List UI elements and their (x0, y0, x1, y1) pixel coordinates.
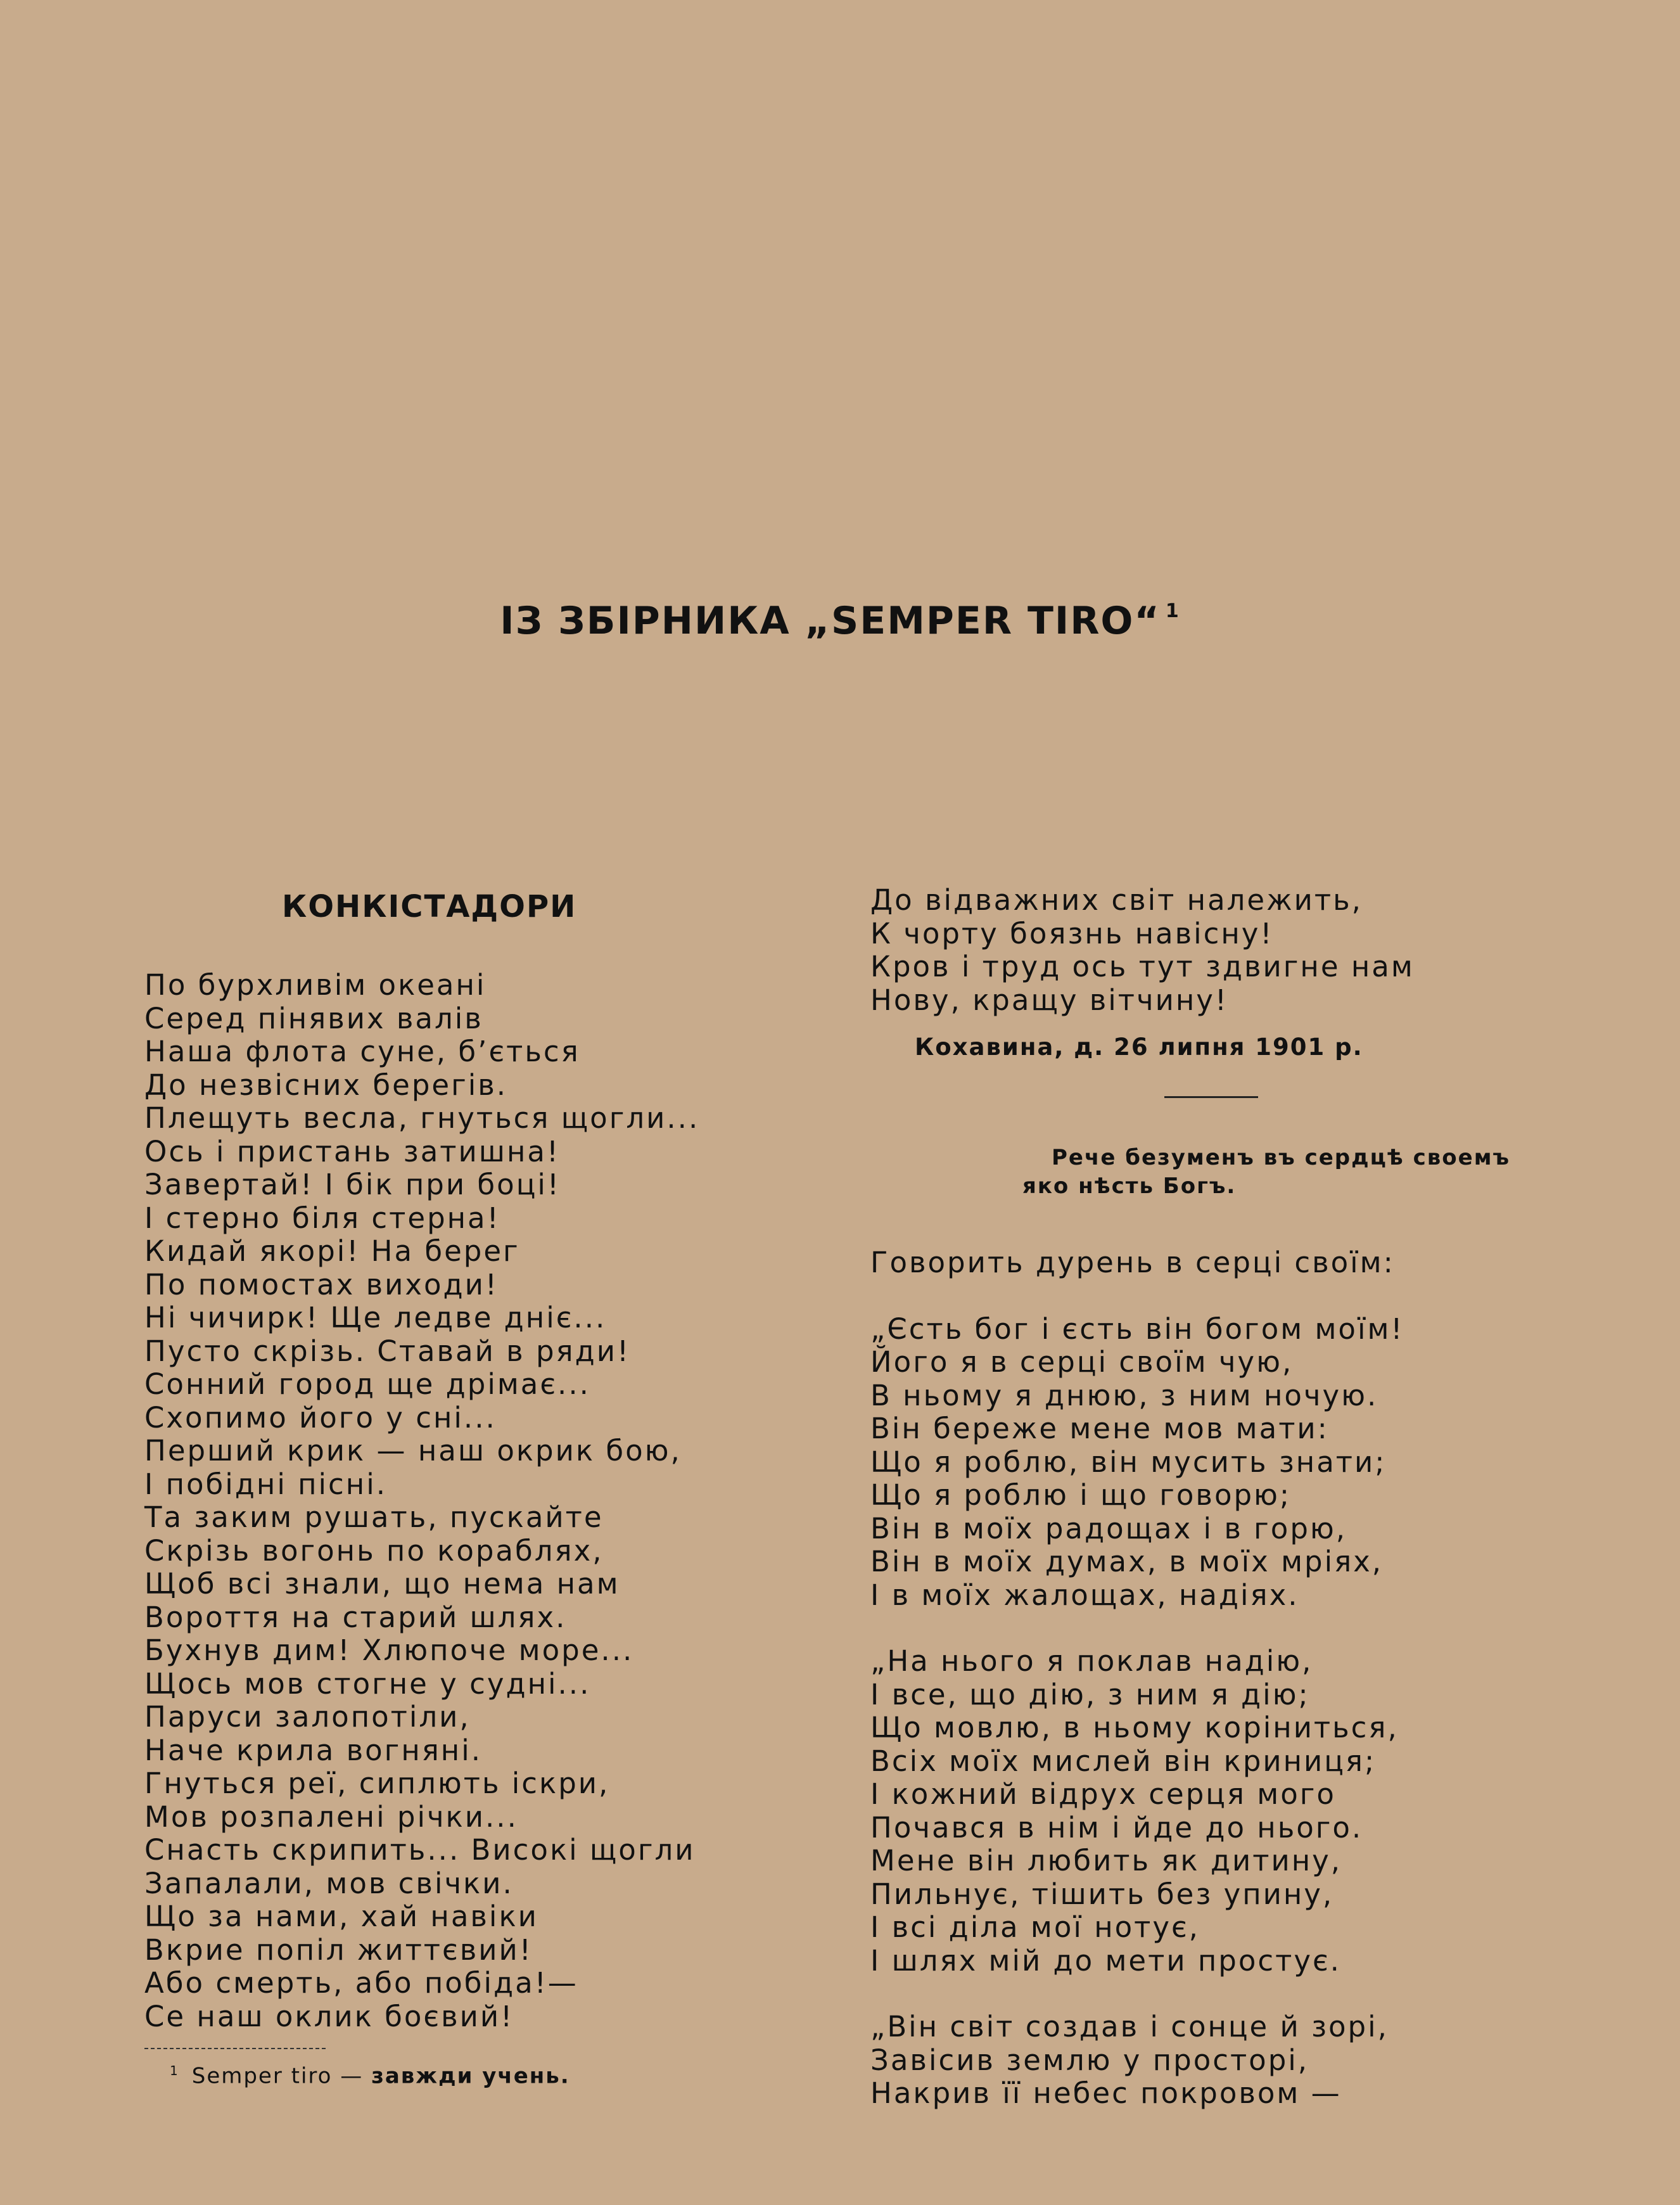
heading-text: ІЗ ЗБІРНИКА „SEMPER TIRO“ (500, 599, 1161, 643)
verse-line: Схопимо його у сні... (144, 1400, 497, 1435)
verse-line: До незвісних берегів. (144, 1068, 508, 1102)
footnote-translation: завжди учень. (371, 2063, 570, 2089)
footnote-number: 1 (170, 2063, 179, 2078)
epigraph-line: Рече безуменъ въ сердцѣ своемъ (1052, 1145, 1511, 1170)
stanza (870, 1246, 1631, 1280)
poem-verse (144, 969, 816, 2033)
poem-continuation (870, 884, 1631, 1017)
epigraph-line: яко нѣсть Богъ. (1022, 1173, 1237, 1199)
verse-line: Вкрие попіл життєвий! (144, 1933, 533, 1967)
verse-line: Або смерть, або побіда!— (144, 1966, 578, 2000)
right-column (870, 884, 1631, 2144)
verse-line: Почався в нім і йде до нього. (870, 1810, 1363, 1844)
poem-dateline: Кохавина, д. 26 липня 1901 р. (915, 1033, 1363, 1061)
verse-line: Кров і труд ось тут здвигне нам (870, 950, 1415, 983)
verse-line: Щоб всі знали, що нема нам (144, 1567, 620, 1601)
verse-line: І кожний відрух серця мого (870, 1777, 1336, 1811)
verse-line: Се наш оклик боєвий! (144, 1999, 514, 2033)
verse-line: Він в моїх думах, в моїх мріях, (870, 1545, 1384, 1578)
verse-line: Запалали, мов свічки. (144, 1866, 514, 1900)
verse-line: Наша флота суне, б’ється (144, 1035, 580, 1068)
verse-line: Серед пінявих валів (144, 1001, 483, 1035)
verse-line: Ні чичирк! Ще ледве дніє... (144, 1301, 607, 1334)
verse-line: Щось мов стогне у судні... (144, 1666, 591, 1701)
verse-line: Що за нами, хай навіки (144, 1900, 538, 1933)
verse-line: І всі діла мої нотує, (870, 1910, 1200, 1944)
verse-line: Ось і пристань затишна! (144, 1134, 560, 1168)
verse-line: Мене він любить як дитину, (870, 1844, 1342, 1877)
verse-line: Він в моїх радощах і в горю, (870, 1511, 1347, 1545)
verse-line: В ньому я днюю, з ним ночую. (870, 1378, 1378, 1412)
verse-line: „Він світ создав і сонце й зорі, (870, 2010, 1389, 2043)
verse-line: Його я в серці своїм чую, (870, 1345, 1294, 1379)
footnote-mark: 1 (1165, 600, 1180, 622)
page-heading (0, 599, 1680, 643)
verse-line: Завертай! І бік при боці! (144, 1168, 561, 1201)
verse-line: І все, що дію, з ним я дію; (870, 1677, 1310, 1711)
verse-line: Він береже мене мов мати: (870, 1412, 1329, 1445)
verse-line: Вороття на старий шлях. (144, 1600, 567, 1634)
verse-line: І стерно біля стерна! (144, 1201, 500, 1235)
verse-line: Нову, кращу вітчину! (870, 983, 1228, 1017)
verse-line: Всіх моїх мислей він криниця; (870, 1744, 1377, 1778)
verse-line: „Єсть бог і єсть він богом моїм! (870, 1312, 1404, 1346)
verse-line: Що мовлю, в ньому коріниться, (870, 1711, 1399, 1744)
verse-line: Сонний город ще дрімає... (144, 1367, 590, 1401)
verse-line: І побідні пісні. (144, 1467, 388, 1501)
verse-line: Пильнує, тішить без упину, (870, 1877, 1334, 1911)
verse-line: Завісив землю у просторі, (870, 2043, 1309, 2077)
stanza (870, 2010, 1631, 2111)
verse-line: Перший крик — наш окрик бою, (144, 1434, 682, 1467)
verse-line: Наче крила вогняні. (144, 1733, 483, 1767)
epigraph (1022, 1144, 1631, 1201)
footnote (170, 2063, 570, 2088)
verse-line: Скрізь вогонь по кораблях, (144, 1533, 604, 1568)
verse-line: Та заким рушать, пускайте (144, 1500, 604, 1534)
verse-line: По помостах виходи! (144, 1267, 499, 1301)
verse-line: По бурхливім океані (144, 968, 487, 1002)
verse-line: Говорить дурень в серці своїм: (870, 1246, 1395, 1279)
stanza (870, 1645, 1631, 1978)
stanza (870, 1313, 1631, 1613)
verse-line: Накрив її небес покровом — (870, 2076, 1342, 2110)
footnote-latin: Semper tiro — (191, 2063, 364, 2089)
verse-line: Гнуться реї, сиплють іскри, (144, 1767, 610, 1800)
verse-line: До відважних світ належить, (870, 883, 1363, 917)
verse-line: Мов розпалені річки... (144, 1799, 518, 1834)
verse-line: І в моїх жалощах, надіях. (870, 1578, 1299, 1612)
second-poem (870, 1246, 1631, 2111)
section-divider (1164, 1096, 1258, 1098)
verse-line: Бухнув дим! Хлюпоче море... (144, 1633, 634, 1667)
verse-line: Плещуть весла, гнуться щогли... (144, 1101, 700, 1135)
left-column (144, 884, 816, 2033)
verse-line: Кидай якорі! На берег (144, 1234, 520, 1268)
poem-title: КОНКІСТАДОРИ (282, 889, 577, 924)
verse-line: І шлях мій до мети простує. (870, 1943, 1341, 1978)
verse-line: Паруси залопотіли, (144, 1700, 471, 1734)
verse-line: Що я роблю, він мусить знати; (870, 1445, 1387, 1479)
verse-line: Пусто скрізь. Ставай в ряди! (144, 1334, 631, 1368)
verse-line: „На нього я поклав надію, (870, 1644, 1313, 1678)
verse-line: Що я роблю і що говорю; (870, 1478, 1292, 1512)
verse-line: К чорту боязнь навісну! (870, 916, 1274, 950)
verse-line: Снасть скрипить... Високі щогли (144, 1833, 696, 1867)
footnote-rule (144, 2048, 326, 2049)
